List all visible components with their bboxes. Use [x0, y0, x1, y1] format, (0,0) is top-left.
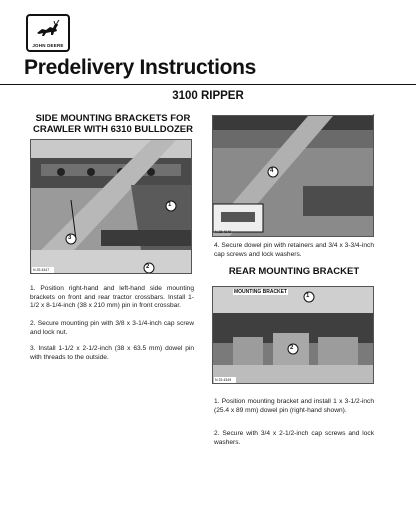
photo-code: N 25 4348: [215, 230, 232, 234]
left-section-heading: [26, 113, 200, 135]
side-mounting-bracket-photo: [30, 139, 192, 274]
rear-mounting-bracket-photo: [212, 286, 374, 384]
callout-1: 1: [168, 202, 172, 208]
left-heading-line1: SIDE MOUNTING BRACKETS FOR: [35, 113, 191, 124]
step-2-text: 2. Secure mounting pin with 3/8 x 3-1/4-inch cap screw and lock nut.: [30, 320, 194, 336]
page-title: Predelivery Instructions: [24, 56, 257, 79]
callout-2: 2: [146, 264, 150, 270]
photo-code: N 25 4347: [33, 268, 50, 272]
left-heading-line2: CRAWLER WITH 6310 BULLDOZER: [33, 124, 193, 135]
dowel-pin-photo: [212, 115, 374, 237]
photo-code: N 25 4349: [215, 378, 232, 382]
callout-3: 3: [68, 235, 72, 241]
deer-icon: [34, 19, 62, 39]
callout-1: 1: [306, 293, 310, 299]
rear-mounting-heading: REAR MOUNTING BRACKET: [228, 266, 360, 277]
step-1-text: 1. Position right-hand and left-hand side mounting brackets on front and rear tractor crossbars. Install 1-1/2 x 8-1/4-inch (38 x 210 mm) pin in front crossbar.: [30, 285, 194, 310]
john-deere-logo: [26, 14, 70, 52]
document-subtitle: 3100 RIPPER: [172, 90, 244, 102]
rear-step-2-text: 2. Secure with 3/4 x 2-1/2-inch cap screws and lock washers.: [214, 430, 374, 446]
logo-text: JOHN DEERE: [32, 42, 64, 48]
step-3-text: 3. Install 1-1/2 x 2-1/2-inch (38 x 63.5 mm) dowel pin with threads to the outside.: [30, 345, 194, 361]
mounting-bracket-label: MOUNTING BRACKET: [234, 289, 288, 295]
title-rule: [0, 84, 416, 85]
rear-step-1-text: 1. Position mounting bracket and install 1 x 3-1/2-inch (25.4 x 89 mm) dowel pin (right-hand shown).: [214, 398, 374, 414]
margin-mark: ’: [373, 114, 375, 121]
callout-4: 4: [270, 168, 274, 174]
step-4-text: 4. Secure dowel pin with retainers and 3/4 x 3-3/4-inch cap screws and lock washers.: [214, 242, 374, 258]
callout-2: 2: [290, 345, 294, 351]
